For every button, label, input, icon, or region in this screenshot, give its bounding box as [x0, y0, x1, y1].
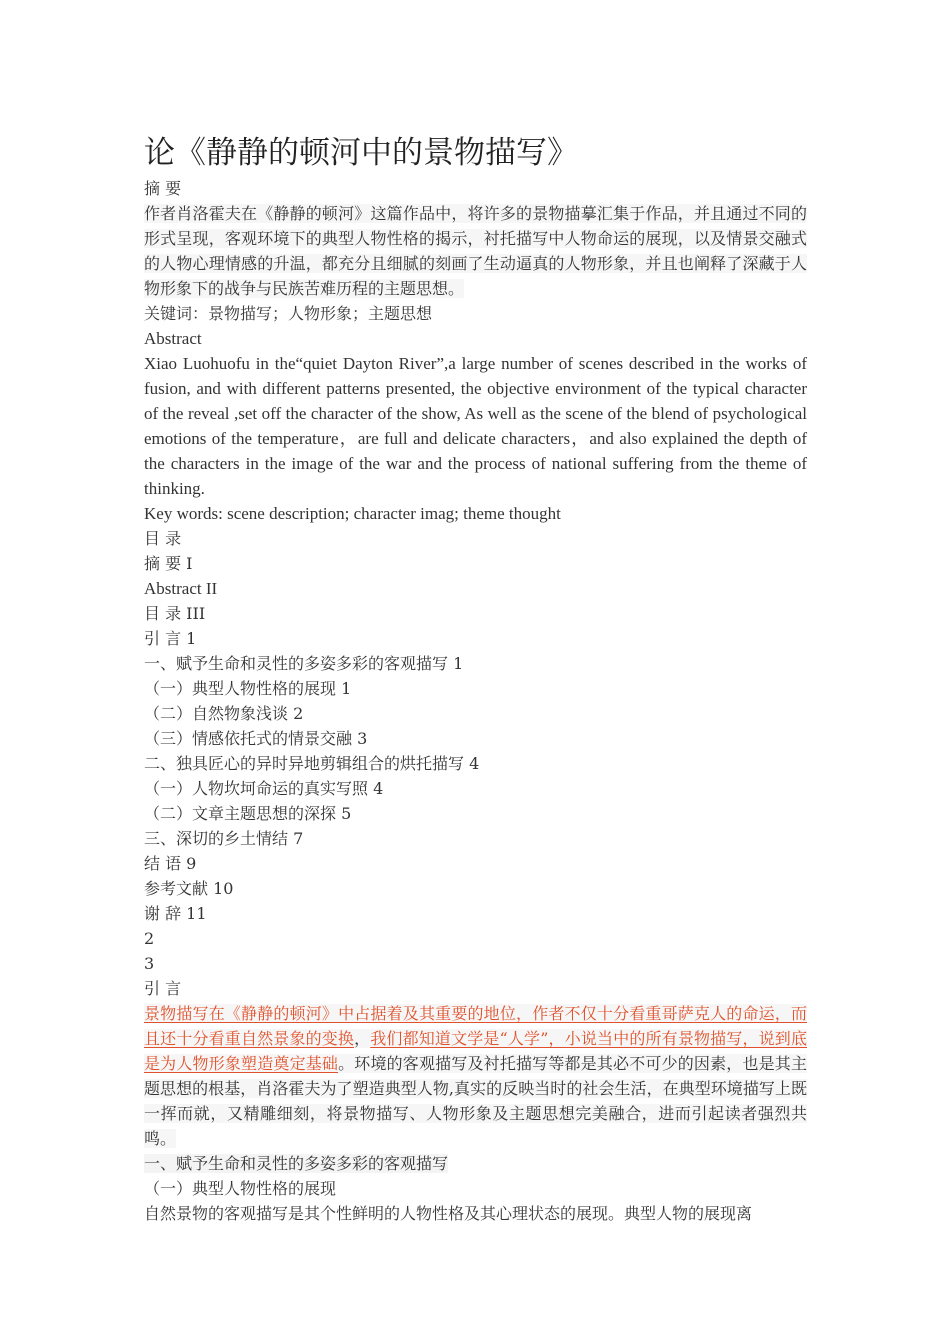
section1-subheading: （一）典型人物性格的展现: [144, 1179, 337, 1198]
toc-item: （二）文章主题思想的深探 5: [144, 804, 352, 823]
toc-item: Abstract II: [144, 579, 218, 598]
toc-item: （三）情感依托式的情景交融 3: [144, 729, 368, 748]
abstract-en-heading: Abstract: [144, 329, 202, 348]
page-number: 3: [144, 954, 155, 973]
toc-item: 三、深切的乡土情结 7: [144, 829, 304, 848]
abstract-cn-body: [144, 201, 807, 301]
intro-heading: 引 言: [144, 979, 182, 998]
keywords-en: Key words: scene description; character imag; theme thought: [144, 504, 561, 523]
document-title: 论《静静的顿河中的景物描写》: [144, 135, 578, 171]
table-of-contents: [144, 551, 807, 976]
toc-heading: 目 录: [144, 529, 182, 548]
section1-heading-text: 一、赋予生命和灵性的多姿多彩的客观描写: [144, 1154, 449, 1173]
abstract-en-body: Xiao Luohuofu in the“quiet Dayton River”,a large number of scenes described in the works of fusion, and with different patterns presented, the objective environment of the typical character of the reveal ,set off the character of the show, As well as the scene of the blend of psychological emotions of the temperature，are full and delicate characters，and also explained the depth of the characters in the image of the war and the process of national suffering from the theme of thinking.: [144, 354, 807, 498]
toc-item: 结 语 9: [144, 854, 197, 873]
intro-rest-text: 。环境的客观描写及衬托描写等都是其必不可少的因素，也是其主题思想的根基，肖洛霍夫为了塑造典型人物,真实的反映当时的社会生活，在典型环境描写上既一挥而就，又精雕细刻，将景物描写、人物形象及主题思想完美融合，进而引起读者强烈共鸣。: [144, 1054, 807, 1148]
toc-item: 摘 要 I: [144, 554, 193, 573]
toc-item: 二、独具匠心的异时异地剪辑组合的烘托描写 4: [144, 754, 480, 773]
abstract-cn-text: 作者肖洛霍夫在《静静的顿河》这篇作品中，将许多的景物描摹汇集于作品，并且通过不同的形式呈现，客观环境下的典型人物性格的揭示，衬托描写中人物命运的展现，以及情景交融式的人物心理情感的升温，都充分且细腻的刻画了生动逼真的人物形象，并且也阐释了深藏于人物形象下的战争与民族苦难历程的主题思想。: [144, 204, 807, 298]
toc-item: 参考文献 10: [144, 879, 234, 898]
toc-item: （一）典型人物性格的展现 1: [144, 679, 352, 698]
document-page: [144, 132, 807, 1226]
toc-item: 谢 辞 11: [144, 904, 207, 923]
toc-item: （一）人物坎坷命运的真实写照 4: [144, 779, 384, 798]
highlighted-text: 景物描写在《静静的顿河》中占据着及其重要的地位，作者不仅十分看重哥萨克人的命运，而且还十分看重自然景象的变换: [144, 1004, 807, 1048]
separator-text: ，: [354, 1029, 371, 1048]
toc-item: 引 言 1: [144, 629, 197, 648]
toc-item: 目 录 III: [144, 604, 206, 623]
page-number: 2: [144, 929, 155, 948]
section1-body: 自然景物的客观描写是其个性鲜明的人物性格及其心理状态的展现。典型人物的展现离: [144, 1204, 753, 1223]
toc-item: （二）自然物象浅谈 2: [144, 704, 304, 723]
toc-item: 一、赋予生命和灵性的多姿多彩的客观描写 1: [144, 654, 464, 673]
highlighted-text: 我们都知道文学是“人学”，小说当中的所有景物描写，说到底是为人物形象塑造奠定基础: [144, 1029, 807, 1073]
abstract-cn-heading: 摘 要: [144, 179, 182, 198]
keywords-cn: 关键词：景物描写；人物形象；主题思想: [144, 304, 433, 323]
intro-body: [144, 1001, 807, 1151]
section1-heading: [144, 1151, 807, 1176]
